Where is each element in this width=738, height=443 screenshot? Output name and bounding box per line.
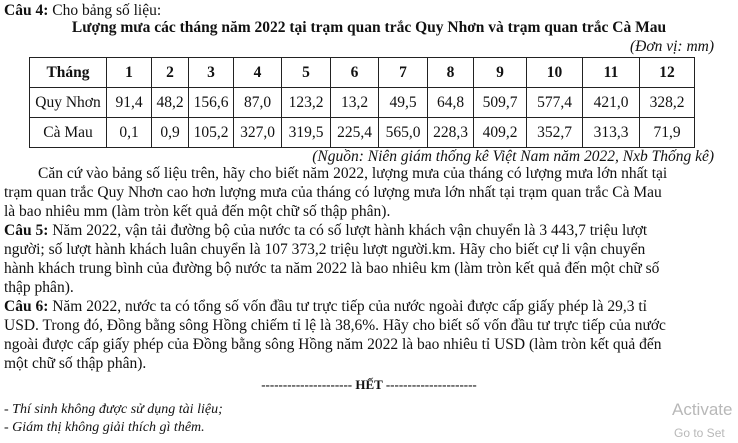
- table-cell: 225,4: [331, 118, 379, 148]
- header-cell: 10: [527, 58, 583, 88]
- header-cell: 8: [428, 58, 474, 88]
- row-label-cell: Quy Nhơn: [30, 88, 107, 118]
- table-cell: 352,7: [527, 118, 583, 148]
- table-cell: 123,2: [282, 88, 331, 118]
- table-cell: 421,0: [583, 88, 640, 118]
- header-cell: 1: [107, 58, 152, 88]
- question-4-line: trạm quan trắc Quy Nhơn cao hơn lượng mưa của tháng có lượng mưa lớn nhất tại trạm quan trắc Cà Mau: [4, 184, 662, 201]
- question-4-line: Căn cứ vào bảng số liệu trên, hãy cho biết năm 2022, lượng mưa của tháng có lượng mưa lớn nhất tại: [38, 165, 668, 182]
- table-cell: 105,2: [189, 118, 234, 148]
- question-5-line: hành khách trung bình của đường bộ nước ta năm 2022 là bao nhiêu km (làm tròn kết quả đến một chữ số: [4, 260, 660, 277]
- question-6-label: Câu 6:: [4, 298, 49, 315]
- activation-watermark-subtitle: Go to Set: [674, 426, 725, 440]
- table-cell: 87,0: [234, 88, 282, 118]
- question-5-line: Năm 2022, vận tải đường bộ của nước ta có số lượt hành khách vận chuyển là 3 443,7 triệu lượt: [48, 222, 648, 239]
- table-cell: 565,0: [379, 118, 428, 148]
- question-6-line: một chữ số thập phân).: [4, 355, 147, 372]
- table-row-ca-mau: [30, 118, 695, 148]
- unit-label: (Đơn vị: mm): [629, 38, 714, 55]
- question-6-line: USD. Trong đó, Đồng bằng sông Hồng chiếm tỉ lệ là 38,6%. Hãy cho biết số vốn đầu tư trực tiếp của nước: [4, 317, 666, 334]
- question-6-first-line: [4, 297, 647, 316]
- note-line: - Thí sinh không được sử dụng tài liệu;: [4, 402, 223, 417]
- header-cell-month: Tháng: [30, 58, 107, 88]
- header-cell: 4: [234, 58, 282, 88]
- table-cell: 13,2: [331, 88, 379, 118]
- header-cell: 6: [331, 58, 379, 88]
- table-cell: 577,4: [527, 88, 583, 118]
- rainfall-table: [29, 57, 695, 148]
- note-line: - Giám thị không giải thích gì thêm.: [4, 420, 205, 435]
- table-cell: 509,7: [474, 88, 527, 118]
- question-4-intro: Cho bảng số liệu:: [48, 2, 162, 19]
- header-cell: 9: [474, 58, 527, 88]
- header-cell: 12: [640, 58, 695, 88]
- source-note: (Nguồn: Niên giám thống kê Việt Nam năm 2022, Nxb Thống kê): [312, 148, 714, 165]
- header-cell: 11: [583, 58, 640, 88]
- table-cell: 0,9: [152, 118, 189, 148]
- table-cell: 228,3: [428, 118, 474, 148]
- activation-watermark-title: Activate: [672, 400, 733, 419]
- table-cell: 327,0: [234, 118, 282, 148]
- header-cell: 5: [282, 58, 331, 88]
- table-cell: 319,5: [282, 118, 331, 148]
- table-cell: 71,9: [640, 118, 695, 148]
- header-cell: 3: [189, 58, 234, 88]
- end-marker: --------------------- HẾT ---------------------: [261, 377, 477, 392]
- table-header-row: [30, 58, 695, 88]
- table-cell: 64,8: [428, 88, 474, 118]
- table-title: Lượng mưa các tháng năm 2022 tại trạm quan trắc Quy Nhơn và trạm quan trắc Cà Mau: [71, 19, 667, 36]
- question-5-label: Câu 5:: [4, 222, 49, 239]
- table-row-quy-nhon: [30, 88, 695, 118]
- question-5-line: thập phân).: [4, 279, 74, 296]
- question-6-line: ngoài được cấp giấy phép của Đồng bằng sông Hồng năm 2022 là bao nhiêu tỉ USD (làm tròn kết quả đến: [4, 336, 662, 353]
- question-5-line: người; số lượt hành khách luân chuyển là 107 373,2 triệu lượt người.km. Hãy cho biết cự li vận chuyển: [4, 241, 646, 258]
- question-5-first-line: [4, 221, 647, 240]
- question-6-line: Năm 2022, nước ta có tổng số vốn đầu tư trực tiếp của nước ngoài được cấp giấy phép là 29,3 tỉ: [48, 298, 647, 315]
- table-cell: 409,2: [474, 118, 527, 148]
- header-cell: 2: [152, 58, 189, 88]
- table-cell: 156,6: [189, 88, 234, 118]
- table-cell: 328,2: [640, 88, 695, 118]
- table-cell: 91,4: [107, 88, 152, 118]
- table-cell: 49,5: [379, 88, 428, 118]
- question-4-label: Câu 4:: [4, 2, 49, 19]
- table-cell: 48,2: [152, 88, 189, 118]
- table-cell: 313,3: [583, 118, 640, 148]
- table-cell: 0,1: [107, 118, 152, 148]
- row-label-cell: Cà Mau: [30, 118, 107, 148]
- header-cell: 7: [379, 58, 428, 88]
- question-4-line: là bao nhiêu mm (làm tròn kết quả đến một chữ số thập phân).: [4, 203, 391, 220]
